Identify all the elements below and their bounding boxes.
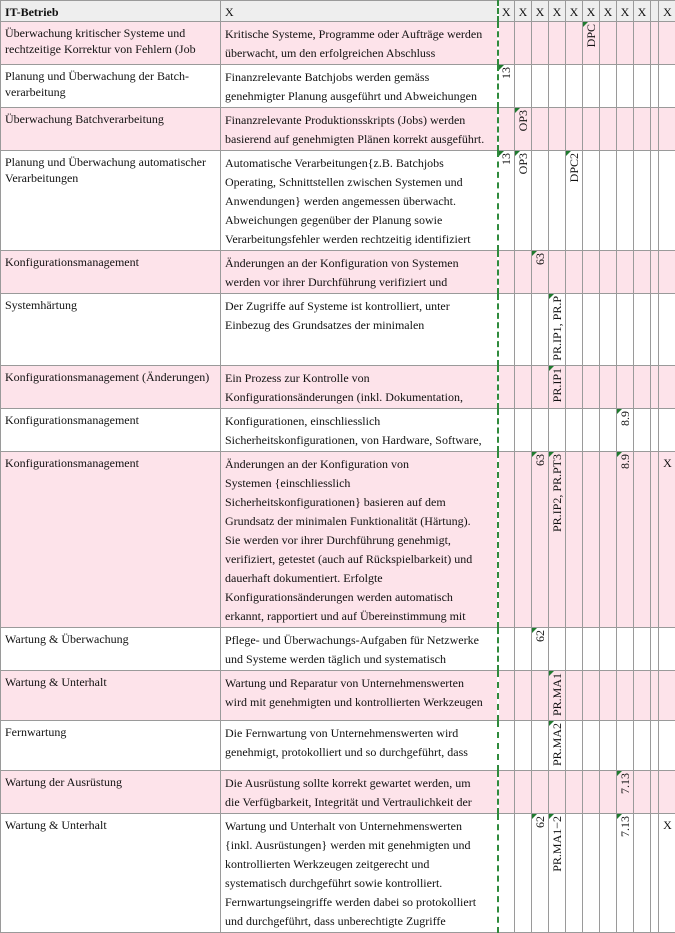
mark-text: PR.IP1 [551, 368, 564, 402]
row-desc-line: Verarbeitungsfehler werden rechtzeitig identifiziert [225, 230, 493, 249]
row-name-cell[interactable] [1, 451, 221, 627]
mark-cell[interactable] [583, 22, 600, 65]
mark-text: 8.9 [619, 454, 632, 469]
row-desc-line: verifiziert, getestet (auch auf Rückspielbarkeit) und [225, 550, 493, 569]
mark-cell[interactable] [498, 108, 515, 151]
mark-cell[interactable] [566, 108, 583, 151]
mark-cell[interactable] [583, 720, 600, 770]
mark-text: 7.13 [619, 816, 632, 837]
mark-cell[interactable] [532, 813, 549, 932]
table-row [1, 408, 675, 451]
header-mark-cell[interactable]: X [532, 1, 549, 22]
mark-cell[interactable] [659, 251, 675, 294]
row-name-cell[interactable] [1, 813, 221, 932]
row-desc-cell[interactable] [221, 294, 498, 366]
mark-cell[interactable] [566, 294, 583, 366]
mark-cell[interactable] [498, 251, 515, 294]
mark-cell[interactable] [549, 22, 566, 65]
header-mark-cell[interactable]: X [617, 1, 634, 22]
mark-cell[interactable] [583, 813, 600, 932]
mark-cell[interactable] [600, 22, 617, 65]
row-desc-line: genehmigter Planung ausgeführt und Abweichungen [225, 87, 493, 106]
sheet-body [1, 1, 675, 933]
row-desc-line: wird mit genehmigten und kontrollierten Werkzeugen [225, 693, 493, 712]
mark-text: 8.9 [619, 411, 632, 426]
row-name-cell[interactable] [1, 22, 221, 65]
row-desc-line: Anwendungen} werden angemessen überwacht. [225, 192, 493, 211]
header-mark-cell[interactable]: X [549, 1, 566, 22]
row-desc-cell[interactable] [221, 22, 498, 65]
gap-cell [651, 670, 659, 720]
mark-cell[interactable] [549, 813, 566, 932]
mark-cell[interactable] [600, 251, 617, 294]
mark-cell[interactable] [532, 108, 549, 151]
mark-cell[interactable] [634, 408, 651, 451]
mark-cell[interactable] [566, 670, 583, 720]
mark-cell[interactable] [498, 365, 515, 408]
mark-text: PR.MA1 [551, 673, 564, 716]
mark-cell[interactable] [659, 365, 675, 408]
mark-cell[interactable] [634, 451, 651, 627]
row-name-line: Konfigurationsmanagement [5, 412, 216, 428]
row-name-cell[interactable] [1, 108, 221, 151]
mark-cell[interactable] [617, 151, 634, 251]
row-desc-cell[interactable] [221, 251, 498, 294]
table-row [1, 65, 675, 108]
row-desc-cell[interactable] [221, 151, 498, 251]
row-desc-cell[interactable] [221, 65, 498, 108]
mark-cell[interactable] [549, 627, 566, 670]
gap-cell [651, 813, 659, 932]
gap-cell [651, 22, 659, 65]
row-desc-cell[interactable] [221, 365, 498, 408]
table-row [1, 251, 675, 294]
row-desc-cell[interactable] [221, 108, 498, 151]
row-name-cell[interactable] [1, 770, 221, 813]
mark-cell[interactable] [583, 251, 600, 294]
row-desc-line: Fernwartungseingriffe werden dabei so protokolliert [225, 893, 493, 912]
mark-cell[interactable] [617, 408, 634, 451]
mark-cell[interactable] [566, 151, 583, 251]
table-row [1, 294, 675, 366]
mark-cell[interactable] [617, 627, 634, 670]
gap-cell [651, 720, 659, 770]
mark-cell[interactable] [600, 627, 617, 670]
mark-cell[interactable] [600, 720, 617, 770]
mark-cell[interactable] [566, 720, 583, 770]
header-title[interactable]: IT-Betrieb [1, 1, 221, 22]
row-desc-cell[interactable] [221, 627, 498, 670]
mark-cell[interactable] [583, 108, 600, 151]
row-desc-cell[interactable] [221, 451, 498, 627]
mark-text: OP3 [517, 153, 530, 174]
mark-cell[interactable] [659, 294, 675, 366]
mark-cell[interactable] [583, 151, 600, 251]
x-mark: X [659, 814, 675, 833]
mark-cell[interactable] [498, 813, 515, 932]
row-desc-line: Wartung und Reparatur von Unternehmenswerten [225, 674, 493, 693]
mark-cell[interactable] [566, 22, 583, 65]
mark-cell[interactable] [634, 108, 651, 151]
row-desc-line: und durchgeführt, dass unberechtigte Zugriffe [225, 912, 493, 931]
row-desc-line: Operating, Schnittstellen zwischen Systemen und [225, 173, 493, 192]
row-desc-line: Einbezug des Grundsatzes der minimalen [225, 316, 493, 335]
mark-cell[interactable] [634, 294, 651, 366]
table-row [1, 627, 675, 670]
mark-cell[interactable] [634, 22, 651, 65]
row-name-cell[interactable] [1, 670, 221, 720]
mark-cell[interactable] [600, 451, 617, 627]
row-desc-line: Grundsatz der minimalen Funktionalität (Härtung). [225, 512, 493, 531]
table-row [1, 451, 675, 627]
mark-cell[interactable] [617, 720, 634, 770]
row-name-cell[interactable] [1, 65, 221, 108]
header-mark-cell[interactable]: X [515, 1, 532, 22]
mark-cell[interactable] [498, 627, 515, 670]
mark-cell[interactable] [566, 251, 583, 294]
row-desc-line: Ein Prozess zur Kontrolle von [225, 369, 493, 388]
mark-cell[interactable] [498, 451, 515, 627]
mark-cell[interactable] [634, 770, 651, 813]
mark-cell[interactable] [617, 108, 634, 151]
header-mark-cell[interactable]: X [498, 1, 515, 22]
row-name-line: rechtzeitige Korrektur von Fehlern (Job [5, 41, 216, 57]
mark-cell[interactable] [498, 151, 515, 251]
mark-cell[interactable] [549, 108, 566, 151]
mark-cell[interactable] [566, 770, 583, 813]
mark-cell[interactable] [515, 151, 532, 251]
header-mark-cell[interactable]: X [566, 1, 583, 22]
row-desc-cell[interactable] [221, 408, 498, 451]
table-row [1, 151, 675, 251]
mark-cell[interactable] [600, 813, 617, 932]
row-desc-line: Konfigurationsänderungen (inkl. Dokumentation, [225, 388, 493, 407]
row-name-line: Wartung & Überwachung [5, 631, 216, 647]
mark-cell[interactable] [549, 408, 566, 451]
mark-cell[interactable] [549, 451, 566, 627]
mark-cell[interactable] [498, 65, 515, 108]
mark-cell[interactable] [549, 720, 566, 770]
row-name-line: Überwachung Batchverarbeitung [5, 111, 216, 127]
row-desc-line: Konfigurationen, einschliesslich [225, 412, 493, 431]
mark-cell[interactable] [600, 408, 617, 451]
mark-cell[interactable] [515, 108, 532, 151]
mark-cell[interactable] [600, 770, 617, 813]
mark-cell[interactable] [617, 65, 634, 108]
row-desc-line: dauerhaft dokumentiert. Erfolgte [225, 569, 493, 588]
mark-cell[interactable] [549, 251, 566, 294]
mark-cell[interactable] [583, 408, 600, 451]
row-desc-line: {inkl. Ausrüstungen} werden mit genehmigten und [225, 836, 493, 855]
row-desc-line: Systemen {einschliesslich [225, 474, 493, 493]
table-row [1, 365, 675, 408]
table-row [1, 108, 675, 151]
mark-cell[interactable] [634, 365, 651, 408]
table-row [1, 22, 675, 65]
row-name-line: verarbeitung [5, 84, 216, 100]
mark-cell[interactable] [532, 22, 549, 65]
mark-cell[interactable] [617, 251, 634, 294]
row-desc-line: überwacht, um den erfolgreichen Abschluss [225, 44, 493, 63]
row-desc-line: Sicherheitskonfigurationen} basieren auf dem [225, 493, 493, 512]
mark-cell[interactable] [659, 22, 675, 65]
table-row [1, 670, 675, 720]
mark-cell[interactable] [498, 670, 515, 720]
mark-text: PR.MA2 [551, 723, 564, 766]
mark-cell[interactable] [617, 294, 634, 366]
row-desc-cell[interactable] [221, 720, 498, 770]
mark-cell[interactable] [549, 65, 566, 108]
mark-cell[interactable] [566, 365, 583, 408]
row-desc-line: Änderungen an der Konfiguration von Systemen [225, 254, 493, 273]
table-row [1, 813, 675, 932]
mark-cell[interactable] [583, 294, 600, 366]
mark-cell[interactable] [659, 813, 675, 932]
mark-cell[interactable] [532, 451, 549, 627]
row-desc-line: systematisch durchgeführt sowie kontrolliert. [225, 874, 493, 893]
mark-cell[interactable] [532, 670, 549, 720]
mark-cell[interactable] [659, 408, 675, 451]
mark-cell[interactable] [532, 151, 549, 251]
header-desc[interactable]: X [221, 1, 498, 22]
gap-cell [651, 770, 659, 813]
mark-cell[interactable] [600, 151, 617, 251]
row-name-cell[interactable] [1, 408, 221, 451]
mark-cell[interactable] [515, 65, 532, 108]
mark-cell[interactable] [634, 813, 651, 932]
mark-text: PR.IP2, PR.PT3 [551, 454, 564, 532]
row-desc-line: Die Ausrüstung sollte korrekt gewartet werden, um [225, 774, 493, 793]
mark-cell[interactable] [600, 65, 617, 108]
mark-cell[interactable] [617, 813, 634, 932]
mark-cell[interactable] [634, 151, 651, 251]
mark-cell[interactable] [566, 627, 583, 670]
mark-text: 63 [534, 253, 547, 265]
row-desc-line: die Verfügbarkeit, Integrität und Vertraulichkeit der [225, 793, 493, 812]
row-name-cell[interactable] [1, 251, 221, 294]
row-desc-cell[interactable] [221, 670, 498, 720]
mark-cell[interactable] [532, 65, 549, 108]
row-desc-line: Konfigurationsänderungen werden automatisch [225, 588, 493, 607]
mark-text: 7.13 [619, 773, 632, 794]
gap-cell [651, 294, 659, 366]
mark-cell[interactable] [515, 720, 532, 770]
mark-cell[interactable] [566, 408, 583, 451]
mark-cell[interactable] [515, 813, 532, 932]
gap-cell [651, 627, 659, 670]
mark-cell[interactable] [634, 670, 651, 720]
row-desc-line: Pflege- und Überwachungs-Aufgaben für Netzwerke [225, 631, 493, 650]
row-name-line: Planung und Überwachung automatischer [5, 154, 216, 170]
row-name-cell[interactable] [1, 294, 221, 366]
mark-text: DPC2 [568, 153, 581, 182]
mark-text: DPC [585, 24, 598, 47]
mark-cell[interactable] [498, 22, 515, 65]
mark-cell[interactable] [583, 770, 600, 813]
row-desc-line: Finanzrelevante Produktionsskripts (Jobs) werden [225, 111, 493, 130]
gap-cell [651, 1, 659, 22]
mark-text: 13 [500, 67, 513, 79]
row-desc-line: erkannt, rapportiert und auf Übereinstimmung mit [225, 607, 493, 626]
mark-cell[interactable] [617, 770, 634, 813]
mark-cell[interactable] [515, 22, 532, 65]
mark-cell[interactable] [498, 770, 515, 813]
row-name-line: Wartung & Unterhalt [5, 817, 216, 833]
mark-cell[interactable] [634, 251, 651, 294]
mark-cell[interactable] [532, 720, 549, 770]
x-mark: X [659, 452, 675, 471]
mark-cell[interactable] [600, 365, 617, 408]
mark-text: OP3 [517, 110, 530, 131]
mark-cell[interactable] [532, 365, 549, 408]
mark-text: 13 [500, 153, 513, 165]
row-desc-line: Die Fernwartung von Unternehmenswerten wird [225, 724, 493, 743]
mark-cell[interactable] [549, 151, 566, 251]
mark-cell[interactable] [549, 770, 566, 813]
row-desc-line: genehmigt, protokolliert und so durchgeführt, dass [225, 743, 493, 762]
row-desc-line: kontrollierten Werkzeugen zeitgerecht und [225, 855, 493, 874]
mark-cell[interactable] [515, 294, 532, 366]
header-mark-cell[interactable]: X [583, 1, 600, 22]
row-desc-line: Wartung und Unterhalt von Unternehmenswerten [225, 817, 493, 836]
mark-cell[interactable] [532, 294, 549, 366]
mark-cell[interactable] [498, 294, 515, 366]
row-name-cell[interactable] [1, 365, 221, 408]
row-desc-cell[interactable] [221, 813, 498, 932]
header-mark-cell[interactable]: X [600, 1, 617, 22]
mark-cell[interactable] [659, 65, 675, 108]
mark-text: 62 [534, 816, 547, 828]
mark-cell[interactable] [617, 365, 634, 408]
mark-cell[interactable] [600, 294, 617, 366]
mark-cell[interactable] [617, 451, 634, 627]
mark-cell[interactable] [659, 151, 675, 251]
mark-cell[interactable] [515, 451, 532, 627]
header-row [1, 1, 675, 22]
row-desc-cell[interactable] [221, 770, 498, 813]
row-desc-line: basierend auf genehmigten Plänen korrekt ausgeführt. [225, 130, 493, 149]
row-name-cell[interactable] [1, 720, 221, 770]
row-desc-line: Kritische Systeme, Programme oder Aufträge werden [225, 25, 493, 44]
mark-cell[interactable] [515, 251, 532, 294]
mark-cell[interactable] [515, 627, 532, 670]
mark-cell[interactable] [549, 365, 566, 408]
mark-text: 63 [534, 454, 547, 466]
row-name-cell[interactable] [1, 627, 221, 670]
row-name-line: Fernwartung [5, 724, 216, 740]
mark-cell[interactable] [515, 770, 532, 813]
row-desc-line: und Systeme werden täglich und systematisch [225, 650, 493, 669]
mark-text: 62 [534, 630, 547, 642]
mark-cell[interactable] [515, 670, 532, 720]
gap-cell [651, 365, 659, 408]
mark-cell[interactable] [583, 365, 600, 408]
header-mark-cell[interactable]: X [634, 1, 651, 22]
row-name-line: Wartung der Ausrüstung [5, 774, 216, 790]
mark-text: PR.IP1, PR.P [551, 296, 564, 361]
mark-cell[interactable] [532, 627, 549, 670]
mark-cell[interactable] [583, 65, 600, 108]
row-name-line: Systemhärtung [5, 297, 216, 313]
table-row [1, 770, 675, 813]
row-name-cell[interactable] [1, 151, 221, 251]
row-desc-line: Finanzrelevante Batchjobs werden gemäss [225, 68, 493, 87]
row-name-line: Konfigurationsmanagement [5, 455, 216, 471]
row-desc-line: Abweichungen gegenüber der Planung sowie [225, 211, 493, 230]
row-name-line: Verarbeitungen [5, 170, 216, 186]
mark-cell[interactable] [634, 627, 651, 670]
gap-cell [651, 408, 659, 451]
row-name-line: Konfigurationsmanagement (Änderungen) [5, 369, 216, 385]
mark-cell[interactable] [600, 670, 617, 720]
mark-cell[interactable] [659, 720, 675, 770]
mark-cell[interactable] [600, 108, 617, 151]
row-desc-line: werden vor ihrer Durchführung verifiziert und [225, 273, 493, 292]
mark-cell[interactable] [566, 451, 583, 627]
row-desc-line: Änderungen an der Konfiguration von [225, 455, 493, 474]
mark-cell[interactable] [532, 408, 549, 451]
row-name-line: Konfigurationsmanagement [5, 254, 216, 270]
row-name-line: Überwachung kritischer Systeme und [5, 25, 216, 41]
table-row [1, 720, 675, 770]
mark-cell[interactable] [659, 670, 675, 720]
mark-cell[interactable] [659, 770, 675, 813]
row-desc-line: Der Zugriffe auf Systeme ist kontrolliert, unter [225, 297, 493, 316]
mark-cell[interactable] [515, 408, 532, 451]
mark-text: PR.MA1−2 [551, 816, 564, 872]
header-mark-cell[interactable]: X [659, 1, 675, 22]
gap-cell [651, 65, 659, 108]
row-name-line: Planung und Überwachung der Batch- [5, 68, 216, 84]
mark-cell[interactable] [498, 408, 515, 451]
gap-cell [651, 451, 659, 627]
mark-cell[interactable] [659, 451, 675, 627]
mark-cell[interactable] [549, 294, 566, 366]
row-name-line: Wartung & Unterhalt [5, 674, 216, 690]
mark-cell[interactable] [659, 627, 675, 670]
mark-cell[interactable] [566, 813, 583, 932]
mark-cell[interactable] [617, 22, 634, 65]
mark-cell[interactable] [532, 251, 549, 294]
mark-cell[interactable] [583, 670, 600, 720]
mark-cell[interactable] [617, 670, 634, 720]
row-desc-line: Automatische Verarbeitungen{z.B. Batchjobs [225, 154, 493, 173]
mark-cell[interactable] [515, 365, 532, 408]
mark-cell[interactable] [498, 720, 515, 770]
mark-cell[interactable] [583, 451, 600, 627]
mark-cell[interactable] [634, 65, 651, 108]
gap-cell [651, 251, 659, 294]
gap-cell [651, 108, 659, 151]
mark-cell[interactable] [549, 670, 566, 720]
gap-cell [651, 151, 659, 251]
mark-cell[interactable] [583, 627, 600, 670]
mark-cell[interactable] [532, 770, 549, 813]
mark-cell[interactable] [566, 65, 583, 108]
row-desc-line: Sie werden vor ihrer Durchführung genehmigt, [225, 531, 493, 550]
row-desc-line: Sicherheitskonfigurationen, von Hardware, Software, [225, 431, 493, 450]
mark-cell[interactable] [659, 108, 675, 151]
mark-cell[interactable] [634, 720, 651, 770]
